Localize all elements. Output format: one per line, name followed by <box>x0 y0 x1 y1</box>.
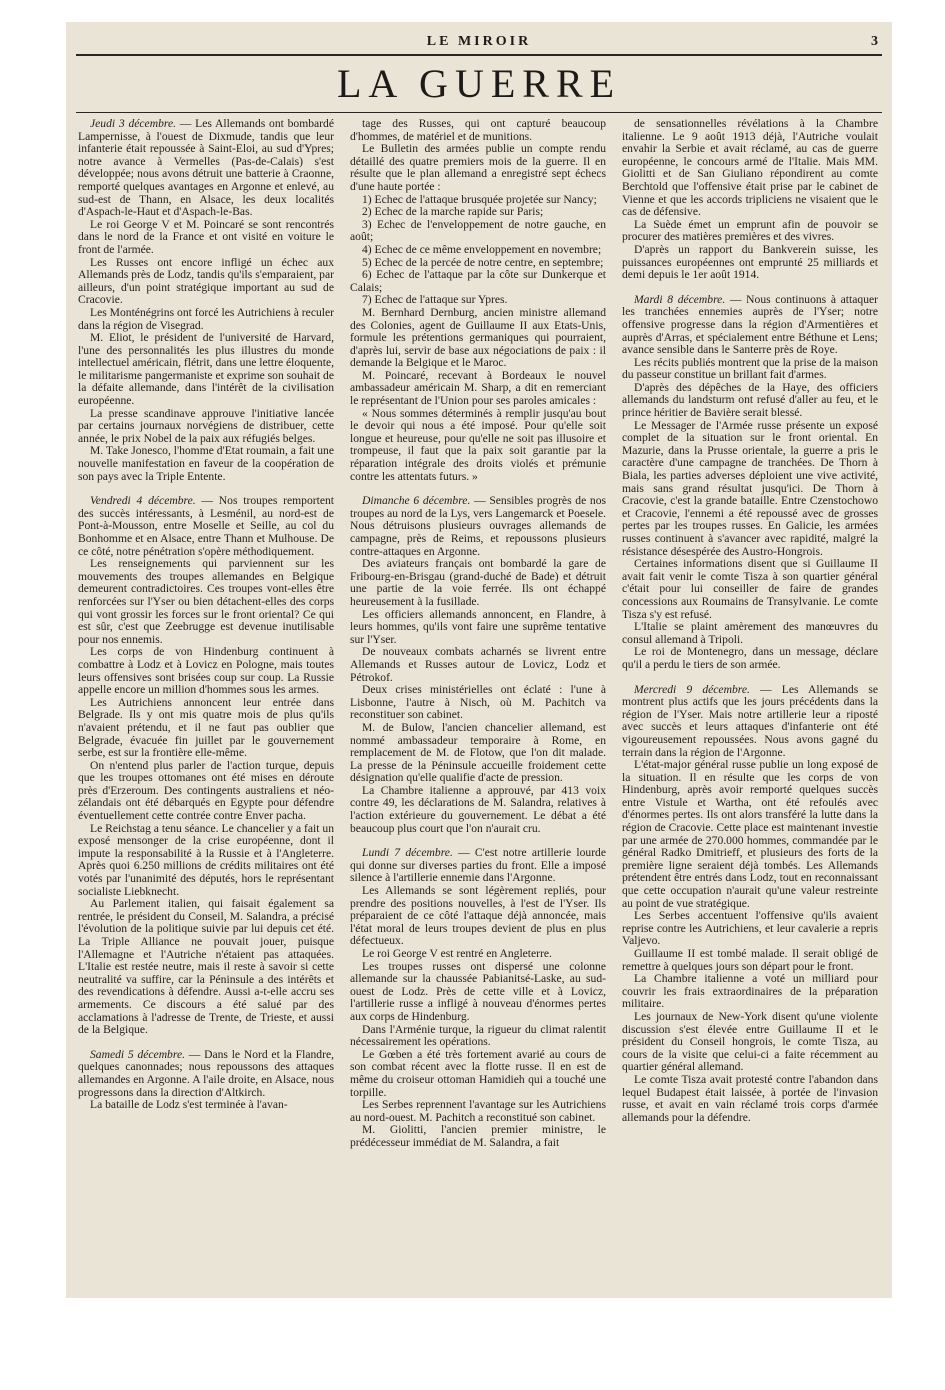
paragraph-text: Le roi George V et M. Poincaré se sont rencontrés dans le nord de la France et ont visité en voiture le front de l'armée. <box>78 217 334 256</box>
entry-date: Samedi 5 décembre. <box>90 1047 189 1061</box>
paragraph-text: — Sensibles progrès de nos troupes au nord de la Lys, vers Langemarck et Poesele. Nous détruisons plusieurs ouvrages allemands de campagne, près de Reims, et repoussons plusieurs contre-attaques en Argonne. <box>350 494 606 558</box>
paragraph-text: Les Serbes accentuent l'offensive qu'ils avaient reprise contre les Autrichiens, et leur cavalerie a repris Valjevo. <box>622 909 878 948</box>
paragraph-text: La bataille de Lodz s'est terminée à l'avan- <box>90 1098 288 1112</box>
entry-date: Vendredi 4 décembre. <box>90 494 202 508</box>
paragraph-text: M. de Bulow, l'ancien chancelier allemand, est nommé ambassadeur temporaire à Rome, en remplacement de M. de Flotow, que l'on dit malade. La presse de la Péninsule accueille froidement cette désignation qu'elle qualifie d'acte de pression. <box>350 720 606 785</box>
article-paragraph <box>622 382 878 420</box>
paragraph-text: tage des Russes, qui ont capturé beaucoup d'hommes, de matériel et de munitions. <box>350 118 606 143</box>
article-paragraph <box>78 257 334 307</box>
paragraph-text: Les récits publiés montrent que la prise de la maison du passeur constitue un brillant fait d'armes. <box>622 355 878 382</box>
paragraph-text: « Nous sommes déterminés à remplir jusqu'au bout le devoir qui nous a été imposé. Pour qu'elle soit longue et heureuse, pour qu'elle ne soit pas illusoire et trompeuse, il faut que la paix soit garantie par la réparation intégrale des droits violés et prémunie contre les attentats futurs. » <box>350 406 606 483</box>
entry-date: Dimanche 6 décembre. <box>362 494 475 508</box>
paragraph-text: — C'est notre artillerie lourde qui donne sur diverses parties du front. Elle a imposé silence à l'artillerie ennemie dans l'Argonne. <box>350 846 606 885</box>
paragraph-text: — Dans le Nord et la Flandre, quelques canonnades; nous repoussons des attaques allemandes en Argonne. A l'aile droite, en Alsace, nous progressons dans la direction d'Altkirch. <box>78 1047 334 1099</box>
article-paragraph <box>350 118 606 143</box>
article-paragraph <box>622 244 878 282</box>
article-paragraph <box>350 1024 606 1049</box>
article-paragraph <box>622 294 878 357</box>
list-item: 4) Echec de ce même enveloppement en novembre; <box>362 242 602 256</box>
article-paragraph <box>78 1049 334 1099</box>
article-paragraph <box>78 332 334 408</box>
paragraph-text: — Les Allemands se montrent plus actifs que les jours précédents dans la région de l'Yser. Mais notre artillerie leur a riposté avec succès et leurs attaques d'infanterie ont été vigoureusement repoussées. Nous avons gagné du terrain dans la région de l'Argonne. <box>622 682 878 759</box>
paragraph-text: L'état-major général russe publie un long exposé de la situation. Il en résulte que les corps de von Hindenburg, après avoir remporté quelques succès entre Vistule et Wartha, ont été refoulés avec d'énormes pertes. Ils ont alors transféré la lutte dans la région de Cracovie. Cette place est maintenant investie par une armée de 270.000 hommes, commandée par le général Radko Dmitrieff, et plusieurs des forts de la première ligne seraient déjà tombés. Les Allemands prétendent être entrés dans Lodz, tout en reconnaissant que cette occupation n'aurait qu'une valeur restreinte au point de vue stratégique. <box>622 758 878 910</box>
paragraph-text: Le roi de Montenegro, dans un message, déclare qu'il a perdu le tiers de son armée. <box>622 645 878 671</box>
article-paragraph <box>622 420 878 559</box>
article-paragraph <box>350 885 606 948</box>
paragraph-text: — Nous continuons à attaquer les tranchées ennemies auprès de l'Yser; notre offensive progresse dans la région d'Armentières et auprès d'Arras, et spécialement entre Béthune et Lens; avance sensible dans le Santerre près de Roye. <box>622 292 878 357</box>
article-paragraph <box>78 1099 334 1112</box>
article-paragraph <box>350 847 606 885</box>
article-paragraph <box>350 370 606 408</box>
article-paragraph <box>350 609 606 647</box>
article-paragraph <box>622 1011 878 1074</box>
list-item: 2) Echec de la marche rapide sur Paris; <box>362 205 544 219</box>
article-paragraph <box>350 646 606 684</box>
paragraph-text: de sensationnelles révélations à la Chambre italienne. Le 9 août 1913 déjà, l'Autriche voulait envahir la Serbie et avait réclamé, au cas de guerre européenne, le concours armé de l'Italie. Mais MM. Giolitti et de San Giuliano répondirent au comte Berchtold que l'offensive était prise par le cabinet de Vienne et que les accords tripliciens ne visaient que le cas de défensive. <box>622 118 878 219</box>
article-paragraph <box>622 759 878 910</box>
paragraph-text: On n'entend plus parler de l'action turque, depuis que les troupes ottomanes ont été mises en déroute près d'Erzeroum. Des contingents australiens et néo-zélandais ont été débarqués en Egypte pour défendre éventuellement cette contrée contre Enver pacha. <box>78 758 334 823</box>
entry-date: Mardi 8 décembre. <box>634 292 730 306</box>
paragraph-text: Les officiers allemands annoncent, en Flandre, à leurs hommes, qu'ils vont faire une suprême tentative sur l'Yser. <box>350 607 606 646</box>
paragraph-text: La Suède émet un emprunt afin de pouvoir se procurer des matières premières et des vivres. <box>622 217 878 244</box>
column-2 <box>350 118 606 1278</box>
paragraph-text: Les Autrichiens annoncent leur entrée dans Belgrade. Ils y ont mis quatre mois de plus qu'ils n'avaient prétendu, et il ne faut pas oublier que Belgrade, évacuée fin juillet par le gouvernement serbe, est sur la frontière elle-même. <box>78 695 334 760</box>
article-paragraph <box>622 219 878 244</box>
paragraph-text: Les Allemands se sont légèrement repliés, pour prendre des positions nouvelles, à l'est de l'Yser. Ils préparaient de ce côté l'attaque déjà annoncée, mais l'état moral de leurs troupes devient de plus en plus défectueux. <box>350 884 606 948</box>
article-paragraph <box>350 684 606 722</box>
paragraph-text: Les journaux de New-York disent qu'une violente discussion s'est élevée entre Guillaume II et le président du Conseil hongrois, le comte Tisza, au cours de la visite que celui-ci a faite récemment au quartier général allemand. <box>622 1009 878 1074</box>
paragraph-text: Certaines informations disent que si Guillaume II avait fait venir le comte Tisza à son quartier général c'était pour lui conseiller de faire de grandes concessions aux Roumains de Transylvanie. Le comte Tisza s'y est refusé. <box>622 557 878 621</box>
headline: LA GUERRE <box>336 61 622 106</box>
paragraph-text: D'après des dépêches de la Haye, des officiers allemands du landsturm ont refusé d'aller au feu, et le prince héritier de Bavière serait blessé. <box>622 380 878 420</box>
list-item: 6) Echec de l'attaque par la côte sur Dunkerque et Calais; <box>350 268 606 294</box>
article-paragraph <box>78 558 334 646</box>
paragraph-text: Guillaume II est tombé malade. Il serait obligé de remettre à quelques jours son départ pour le front. <box>622 947 878 973</box>
article-paragraph <box>78 697 334 760</box>
column-3 <box>622 118 878 1278</box>
paragraph-text: Des aviateurs français ont bombardé la gare de Fribourg-en-Brisgau (grand-duché de Bade) et détruit une partie de la voie ferrée. Ils ont échappé heureusement à la fusillade. <box>350 557 606 608</box>
article-paragraph <box>622 973 878 1011</box>
article-paragraph <box>78 408 334 446</box>
paragraph-text: La presse scandinave approuve l'initiative lancée par certains journaux norvégiens de distribuer, cette année, le prix Nobel de la paix aux réfugiés belges. <box>78 406 334 445</box>
entry-date: Lundi 7 décembre. <box>362 846 459 860</box>
paragraph-text: D'après un rapport du Bankverein suisse, les puissances européennes ont emprunté 25 milliards et demi depuis le 1er août 1914. <box>622 242 878 282</box>
article-paragraph <box>78 118 334 219</box>
article-paragraph <box>622 910 878 948</box>
list-item: 5) Echec de la percée de notre centre, en septembre; <box>362 255 604 269</box>
list-item: 3) Echec de l'enveloppement de notre gauche, en août; <box>350 217 606 244</box>
headline-rule <box>76 112 882 113</box>
article-paragraph <box>622 1074 878 1124</box>
article-paragraph <box>78 646 334 696</box>
paragraph-text: Au Parlement italien, qui faisait également sa rentrée, le président du Conseil, M. Salandra, a précisé l'évolution de la politique suivie par lui depuis cet été. La Triple Alliance ne pouvait jouer, puisque l'Allemagne et l'Autriche n'étaient pas attaquées. L'Italie est restée neutre, mais il reste à savoir si cette neutralité va suffire, car la Péninsule a des intérêts et des revendications à défendre. Aussi a-t-elle accru ses armements. Ce discours a été salué par des acclamations à l'adresse de Trente, de Trieste, et aussi de la Belgique. <box>78 897 334 1037</box>
paragraph-text: — Nos troupes remportent des succès intéressants, à Lesménil, au nord-est de Pont-à-Mousson, entre Moselle et Seille, au col du Bonhomme et en Alsace, entre Thann et Mulhouse. De ce côté, notre pénétration s'opère méthodiquement. <box>78 494 334 558</box>
article-paragraph <box>350 495 606 558</box>
list-item: 7) Echec de l'attaque sur Ypres. <box>362 293 508 307</box>
paragraph-text: La Chambre italienne a voté un milliard pour couvrir les frais extraordinaires de la préparation militaire. <box>622 972 878 1011</box>
article-paragraph <box>78 219 334 257</box>
article-paragraph <box>78 307 334 332</box>
article-paragraph <box>350 722 606 785</box>
masthead-rule <box>76 54 882 56</box>
article-paragraph <box>622 948 878 973</box>
newspaper-page <box>66 22 892 1298</box>
article-paragraph <box>78 898 334 1037</box>
paragraph-text: Le Bulletin des armées publie un compte rendu détaillé des quatre premiers mois de la guerre. Il en résulte que le plan allemand a enregistré sept échecs d'une haute portée : <box>350 142 606 193</box>
paragraph-text: — Les Allemands ont bombardé Lampernisse, à l'ouest de Dixmude, tandis que leur infanterie était repoussée à Saint-Eloi, au sud d'Ypres; notre avance à Vermelles (Pas-de-Calais) s'est développée; nous avons détruit une batterie à Craonne, remporté quelques avantages en Argonne et enlevé, au sud-est de Thann, en Alsace, les deux localités d'Aspach-le-Haut et d'Aspach-le-Bas. <box>78 118 334 219</box>
article-paragraph <box>350 785 606 835</box>
masthead <box>66 34 892 50</box>
paragraph-text: Les corps de von Hindenburg continuent à combattre à Lodz et à Lovicz en Pologne, mais toutes leurs offensives sont brisées coup sur coup. La Russie appelle encore un million d'hommes sous les armes. <box>78 645 334 697</box>
column-1 <box>78 118 334 1278</box>
paragraph-text: De nouveaux combats acharnés se livrent entre Allemands et Russes autour de Lovicz, Lodz et Pétrokof. <box>350 645 606 684</box>
article-paragraph <box>78 495 334 558</box>
entry-date: Mercredi 9 décembre. <box>634 682 761 696</box>
paragraph-text: M. Eliot, le président de l'université de Harvard, l'une des personnalités les plus illustres du monde intellectuel américain, flétrit, dans une lettre éloquente, le militarisme pangermaniste et exprime son souhait de la défaite allemande, dans l'intérêt de la civilisation européenne. <box>78 331 334 408</box>
article-paragraph <box>78 823 334 899</box>
paragraph-text: M. Giolitti, l'ancien premier ministre, le prédécesseur immédiat de M. Salandra, a fait <box>350 1123 606 1149</box>
article-paragraph <box>622 684 878 760</box>
paragraph-text: Les Russes ont encore infligé un échec aux Allemands près de Lodz, tandis qu'ils s'emparaient, par ailleurs, d'un point stratégique important au sud de Cracovie. <box>78 255 334 307</box>
paragraph-text: Dans l'Arménie turque, la rigueur du climat ralentit nécessairement les opérations. <box>350 1022 606 1049</box>
list-item: 1) Echec de l'attaque brusquée projetée sur Nancy; <box>362 192 597 206</box>
paragraph-text: Le comte Tisza avait protesté contre l'abandon dans lequel Budapest était laissée, à portée de l'invasion russe, et avait en vain réclamé trois corps d'armée allemands pour la défendre. <box>622 1072 878 1124</box>
article-paragraph <box>622 357 878 382</box>
article-paragraph <box>622 646 878 671</box>
paragraph-text: M. Take Jonesco, l'homme d'Etat roumain, a fait une nouvelle manifestation en faveur de la coopération de son pays avec la Triple Entente. <box>78 444 334 483</box>
article-paragraph <box>622 118 878 219</box>
article-paragraph <box>78 760 334 823</box>
paragraph-text: Le roi George V est rentré en Angleterre. <box>362 947 552 960</box>
article-paragraph <box>350 1099 606 1124</box>
paragraph-text: M. Bernhard Dernburg, ancien ministre allemand des Colonies, agent de Guillaume II aux Etats-Unis, formule les prétentions germaniques qui pourraient, d'après lui, servir de base aux négociations de paix : il demande la Belgique et le Maroc. <box>350 305 606 370</box>
article-paragraph <box>350 1049 606 1099</box>
paragraph-text: L'Italie se plaint amèrement des manœuvres du consul allemand à Tripoli. <box>622 620 878 646</box>
article-paragraph <box>350 143 606 193</box>
paragraph-text: Les Monténégrins ont forcé les Autrichiens à reculer dans la région de Visegrad. <box>78 305 334 332</box>
article-paragraph <box>622 558 878 621</box>
paragraph-text: Le Reichstag a tenu séance. Le chancelier y a fait un exposé mensonger de la crise européenne, dont il impute la responsabilité à la Russie et à l'Angleterre. Après quoi 6.250 millions de crédits militaires ont été votés par l'unanimité des députés, hors le représentant socialiste Liebknecht. <box>78 821 334 898</box>
paragraph-text: M. Poincaré, recevant à Bordeaux le nouvel ambassadeur américain M. Sharp, a dit en remerciant le représentant de l'Union pour ses paroles amicales : <box>350 368 606 408</box>
article-paragraph <box>350 307 606 370</box>
masthead-title: LE MIROIR <box>426 34 532 49</box>
article-paragraph <box>350 558 606 608</box>
article-paragraph <box>78 445 334 483</box>
paragraph-text: La Chambre italienne a approuvé, par 413 voix contre 49, les déclarations de M. Salandra, relatives à l'action extérieure du gouvernement. Le débat a été beaucoup plus court que l'on n'aurait cru. <box>350 783 606 835</box>
paragraph-text: Le Gœben a été très fortement avarié au cours de son combat récent avec la flotte russe. Il en est de même du croiseur ottoman Hamidieh qui a touché une torpille. <box>350 1047 606 1099</box>
article-paragraph <box>350 408 606 484</box>
paragraph-text: Les renseignements qui parviennent sur les mouvements des troupes allemandes en Belgique demeurent contradictoires. Ces troupes vont-elles être renforcées sur l'Yser ou bien détachent-elles des corps qui vont grossir les forces sur le front oriental? Ce qui est sûr, c'est que Zeebrugge est devenue inutilisable pour nos ennemis. <box>78 557 334 646</box>
page-number: 3 <box>871 34 878 49</box>
paragraph-text: Les Serbes reprennent l'avantage sur les Autrichiens au nord-ouest. M. Pachitch a reconstitué son cabinet. <box>350 1098 606 1124</box>
entry-date: Jeudi 3 décembre. <box>90 118 180 130</box>
paragraph-text: Le Messager de l'Armée russe présente un exposé complet de la situation sur le front oriental. En Mazurie, dans la Prusse orientale, la guerre a pris le caractère d'une campagne de tranchées. De Thorn à Biala, les parties adverses déploient une vive activité, mais sans grand résultat jusqu'ici. De Thorn à Cracovie, c'est la grande bataille. Entre Czenstochowo et Cracovie, l'ennemi a été repoussé avec de grosses pertes par les troupes russes. En Galicie, les armées russes continuent à s'avancer avec rapidité, malgré la résistance désespérée des Austro-Hongrois. <box>622 418 878 558</box>
article-paragraph <box>350 1124 606 1149</box>
article-paragraph <box>622 621 878 646</box>
paragraph-text: Deux crises ministérielles ont éclaté : l'une à Lisbonne, l'autre à Nisch, où M. Pachitch va reconstituer son cabinet. <box>350 683 606 722</box>
paragraph-text: Les troupes russes ont dispersé une colonne allemande sur la chaussée Pabianitsé-Laske, au sud-ouest de Lodz. Près de cette ville et à Lovicz, l'artillerie russe a infligé à nouveau d'énormes pertes aux corps de Hindenburg. <box>350 959 606 1023</box>
article-paragraph <box>350 961 606 1024</box>
